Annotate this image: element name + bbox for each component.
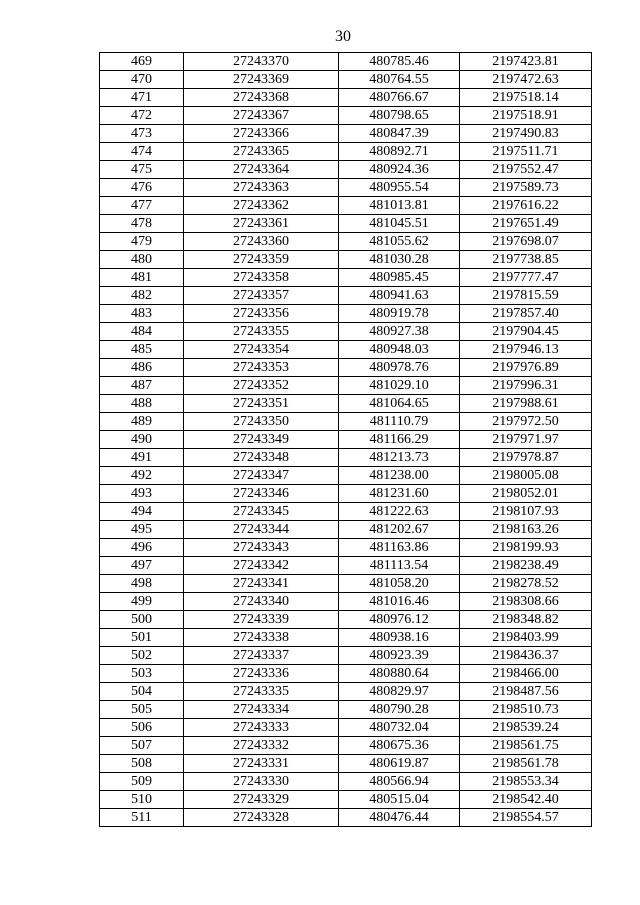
y-coordinate-cell: 2198542.40 [460, 791, 592, 809]
point-number-cell: 486 [100, 359, 184, 377]
point-number-cell: 471 [100, 89, 184, 107]
table-row [100, 629, 592, 647]
x-coordinate-cell: 480941.63 [339, 287, 460, 305]
point-number-cell: 490 [100, 431, 184, 449]
point-number-cell: 479 [100, 233, 184, 251]
code-cell: 27243330 [184, 773, 339, 791]
x-coordinate-cell: 480515.04 [339, 791, 460, 809]
code-cell: 27243369 [184, 71, 339, 89]
point-number-cell: 489 [100, 413, 184, 431]
table-row [100, 179, 592, 197]
code-cell: 27243342 [184, 557, 339, 575]
point-number-cell: 484 [100, 323, 184, 341]
x-coordinate-cell: 480798.65 [339, 107, 460, 125]
point-number-cell: 477 [100, 197, 184, 215]
y-coordinate-cell: 2198107.93 [460, 503, 592, 521]
table-row [100, 71, 592, 89]
code-cell: 27243346 [184, 485, 339, 503]
table-row [100, 53, 592, 71]
code-cell: 27243364 [184, 161, 339, 179]
point-number-cell: 483 [100, 305, 184, 323]
y-coordinate-cell: 2197472.63 [460, 71, 592, 89]
x-coordinate-cell: 480919.78 [339, 305, 460, 323]
table-row [100, 107, 592, 125]
table-row [100, 791, 592, 809]
y-coordinate-cell: 2198052.01 [460, 485, 592, 503]
y-coordinate-cell: 2197518.14 [460, 89, 592, 107]
table-row [100, 575, 592, 593]
code-cell: 27243349 [184, 431, 339, 449]
y-coordinate-cell: 2197651.49 [460, 215, 592, 233]
table-row [100, 521, 592, 539]
y-coordinate-cell: 2197972.50 [460, 413, 592, 431]
point-number-cell: 493 [100, 485, 184, 503]
table-row [100, 341, 592, 359]
code-cell: 27243368 [184, 89, 339, 107]
x-coordinate-cell: 481163.86 [339, 539, 460, 557]
x-coordinate-cell: 480764.55 [339, 71, 460, 89]
table-row [100, 125, 592, 143]
table-row [100, 197, 592, 215]
x-coordinate-cell: 480619.87 [339, 755, 460, 773]
y-coordinate-cell: 2198348.82 [460, 611, 592, 629]
x-coordinate-cell: 480675.36 [339, 737, 460, 755]
code-cell: 27243347 [184, 467, 339, 485]
y-coordinate-cell: 2197777.47 [460, 269, 592, 287]
x-coordinate-cell: 480766.67 [339, 89, 460, 107]
y-coordinate-cell: 2198163.26 [460, 521, 592, 539]
x-coordinate-cell: 481202.67 [339, 521, 460, 539]
x-coordinate-cell: 481213.73 [339, 449, 460, 467]
point-number-cell: 470 [100, 71, 184, 89]
x-coordinate-cell: 481110.79 [339, 413, 460, 431]
y-coordinate-cell: 2197857.40 [460, 305, 592, 323]
y-coordinate-cell: 2197511.71 [460, 143, 592, 161]
x-coordinate-cell: 481113.54 [339, 557, 460, 575]
point-number-cell: 511 [100, 809, 184, 827]
table-row [100, 323, 592, 341]
code-cell: 27243337 [184, 647, 339, 665]
point-number-cell: 478 [100, 215, 184, 233]
y-coordinate-cell: 2197988.61 [460, 395, 592, 413]
table-row [100, 737, 592, 755]
code-cell: 27243362 [184, 197, 339, 215]
point-number-cell: 500 [100, 611, 184, 629]
table-row [100, 485, 592, 503]
code-cell: 27243348 [184, 449, 339, 467]
code-cell: 27243345 [184, 503, 339, 521]
point-number-cell: 498 [100, 575, 184, 593]
point-number-cell: 474 [100, 143, 184, 161]
point-number-cell: 487 [100, 377, 184, 395]
y-coordinate-cell: 2198539.24 [460, 719, 592, 737]
point-number-cell: 492 [100, 467, 184, 485]
y-coordinate-cell: 2198553.34 [460, 773, 592, 791]
point-number-cell: 496 [100, 539, 184, 557]
table-row [100, 467, 592, 485]
table-row [100, 647, 592, 665]
x-coordinate-cell: 480892.71 [339, 143, 460, 161]
y-coordinate-cell: 2197423.81 [460, 53, 592, 71]
table-row [100, 377, 592, 395]
point-number-cell: 476 [100, 179, 184, 197]
table-row [100, 359, 592, 377]
x-coordinate-cell: 480948.03 [339, 341, 460, 359]
table-row [100, 683, 592, 701]
point-number-cell: 503 [100, 665, 184, 683]
code-cell: 27243328 [184, 809, 339, 827]
y-coordinate-cell: 2197738.85 [460, 251, 592, 269]
y-coordinate-cell: 2198278.52 [460, 575, 592, 593]
x-coordinate-cell: 481029.10 [339, 377, 460, 395]
code-cell: 27243343 [184, 539, 339, 557]
point-number-cell: 502 [100, 647, 184, 665]
code-cell: 27243366 [184, 125, 339, 143]
x-coordinate-cell: 480880.64 [339, 665, 460, 683]
code-cell: 27243354 [184, 341, 339, 359]
y-coordinate-cell: 2198403.99 [460, 629, 592, 647]
x-coordinate-cell: 481055.62 [339, 233, 460, 251]
code-cell: 27243361 [184, 215, 339, 233]
point-number-cell: 508 [100, 755, 184, 773]
x-coordinate-cell: 481166.29 [339, 431, 460, 449]
point-number-cell: 469 [100, 53, 184, 71]
point-number-cell: 485 [100, 341, 184, 359]
table-row [100, 449, 592, 467]
x-coordinate-cell: 480924.36 [339, 161, 460, 179]
point-number-cell: 475 [100, 161, 184, 179]
table-row [100, 593, 592, 611]
table-row [100, 503, 592, 521]
table-row [100, 719, 592, 737]
table-row [100, 773, 592, 791]
y-coordinate-cell: 2197552.47 [460, 161, 592, 179]
x-coordinate-cell: 480955.54 [339, 179, 460, 197]
code-cell: 27243335 [184, 683, 339, 701]
y-coordinate-cell: 2197904.45 [460, 323, 592, 341]
x-coordinate-cell: 480923.39 [339, 647, 460, 665]
y-coordinate-cell: 2198487.56 [460, 683, 592, 701]
code-cell: 27243332 [184, 737, 339, 755]
y-coordinate-cell: 2198005.08 [460, 467, 592, 485]
table-row [100, 413, 592, 431]
code-cell: 27243370 [184, 53, 339, 71]
x-coordinate-cell: 481058.20 [339, 575, 460, 593]
code-cell: 27243344 [184, 521, 339, 539]
x-coordinate-cell: 480829.97 [339, 683, 460, 701]
table-row [100, 233, 592, 251]
table-row [100, 665, 592, 683]
y-coordinate-cell: 2198510.73 [460, 701, 592, 719]
y-coordinate-cell: 2197971.97 [460, 431, 592, 449]
x-coordinate-cell: 480732.04 [339, 719, 460, 737]
point-number-cell: 473 [100, 125, 184, 143]
point-number-cell: 497 [100, 557, 184, 575]
code-cell: 27243358 [184, 269, 339, 287]
table-row [100, 251, 592, 269]
code-cell: 27243339 [184, 611, 339, 629]
point-number-cell: 482 [100, 287, 184, 305]
x-coordinate-cell: 480847.39 [339, 125, 460, 143]
point-number-cell: 507 [100, 737, 184, 755]
code-cell: 27243333 [184, 719, 339, 737]
x-coordinate-cell: 480978.76 [339, 359, 460, 377]
table-row [100, 611, 592, 629]
x-coordinate-cell: 481013.81 [339, 197, 460, 215]
code-cell: 27243341 [184, 575, 339, 593]
x-coordinate-cell: 480985.45 [339, 269, 460, 287]
table-row [100, 539, 592, 557]
x-coordinate-cell: 481231.60 [339, 485, 460, 503]
table-row [100, 143, 592, 161]
code-cell: 27243336 [184, 665, 339, 683]
page-number: 30 [335, 28, 351, 45]
y-coordinate-cell: 2197616.22 [460, 197, 592, 215]
point-number-cell: 488 [100, 395, 184, 413]
x-coordinate-cell: 481238.00 [339, 467, 460, 485]
y-coordinate-cell: 2197946.13 [460, 341, 592, 359]
code-cell: 27243351 [184, 395, 339, 413]
point-number-cell: 495 [100, 521, 184, 539]
point-number-cell: 501 [100, 629, 184, 647]
y-coordinate-cell: 2198199.93 [460, 539, 592, 557]
table-row [100, 287, 592, 305]
x-coordinate-cell: 481064.65 [339, 395, 460, 413]
table-row [100, 215, 592, 233]
code-cell: 27243367 [184, 107, 339, 125]
code-cell: 27243360 [184, 233, 339, 251]
code-cell: 27243355 [184, 323, 339, 341]
point-number-cell: 472 [100, 107, 184, 125]
x-coordinate-cell: 481222.63 [339, 503, 460, 521]
x-coordinate-cell: 480790.28 [339, 701, 460, 719]
y-coordinate-cell: 2197490.83 [460, 125, 592, 143]
y-coordinate-cell: 2198436.37 [460, 647, 592, 665]
table-row [100, 161, 592, 179]
point-number-cell: 499 [100, 593, 184, 611]
code-cell: 27243352 [184, 377, 339, 395]
point-number-cell: 505 [100, 701, 184, 719]
y-coordinate-cell: 2197589.73 [460, 179, 592, 197]
x-coordinate-cell: 481045.51 [339, 215, 460, 233]
point-number-cell: 510 [100, 791, 184, 809]
point-number-cell: 504 [100, 683, 184, 701]
y-coordinate-cell: 2198466.00 [460, 665, 592, 683]
table-row [100, 305, 592, 323]
table-row [100, 809, 592, 827]
y-coordinate-cell: 2198554.57 [460, 809, 592, 827]
code-cell: 27243331 [184, 755, 339, 773]
point-number-cell: 506 [100, 719, 184, 737]
table-row [100, 755, 592, 773]
point-number-cell: 509 [100, 773, 184, 791]
x-coordinate-cell: 480938.16 [339, 629, 460, 647]
code-cell: 27243363 [184, 179, 339, 197]
code-cell: 27243353 [184, 359, 339, 377]
table-row [100, 557, 592, 575]
y-coordinate-cell: 2197996.31 [460, 377, 592, 395]
code-cell: 27243329 [184, 791, 339, 809]
y-coordinate-cell: 2198238.49 [460, 557, 592, 575]
y-coordinate-cell: 2198561.75 [460, 737, 592, 755]
x-coordinate-cell: 481030.28 [339, 251, 460, 269]
y-coordinate-cell: 2197698.07 [460, 233, 592, 251]
point-number-cell: 480 [100, 251, 184, 269]
point-number-cell: 494 [100, 503, 184, 521]
x-coordinate-cell: 480476.44 [339, 809, 460, 827]
code-cell: 27243334 [184, 701, 339, 719]
table-row [100, 701, 592, 719]
code-cell: 27243356 [184, 305, 339, 323]
x-coordinate-cell: 480976.12 [339, 611, 460, 629]
x-coordinate-cell: 480566.94 [339, 773, 460, 791]
y-coordinate-cell: 2198561.78 [460, 755, 592, 773]
x-coordinate-cell: 480927.38 [339, 323, 460, 341]
code-cell: 27243338 [184, 629, 339, 647]
table-row [100, 269, 592, 287]
y-coordinate-cell: 2197976.89 [460, 359, 592, 377]
y-coordinate-cell: 2197978.87 [460, 449, 592, 467]
table-row [100, 89, 592, 107]
y-coordinate-cell: 2198308.66 [460, 593, 592, 611]
table-row [100, 431, 592, 449]
code-cell: 27243365 [184, 143, 339, 161]
table-row [100, 395, 592, 413]
code-cell: 27243350 [184, 413, 339, 431]
coordinates-table [99, 52, 592, 827]
code-cell: 27243340 [184, 593, 339, 611]
code-cell: 27243359 [184, 251, 339, 269]
y-coordinate-cell: 2197518.91 [460, 107, 592, 125]
x-coordinate-cell: 481016.46 [339, 593, 460, 611]
point-number-cell: 491 [100, 449, 184, 467]
coordinates-table-body [100, 53, 592, 827]
x-coordinate-cell: 480785.46 [339, 53, 460, 71]
code-cell: 27243357 [184, 287, 339, 305]
point-number-cell: 481 [100, 269, 184, 287]
y-coordinate-cell: 2197815.59 [460, 287, 592, 305]
